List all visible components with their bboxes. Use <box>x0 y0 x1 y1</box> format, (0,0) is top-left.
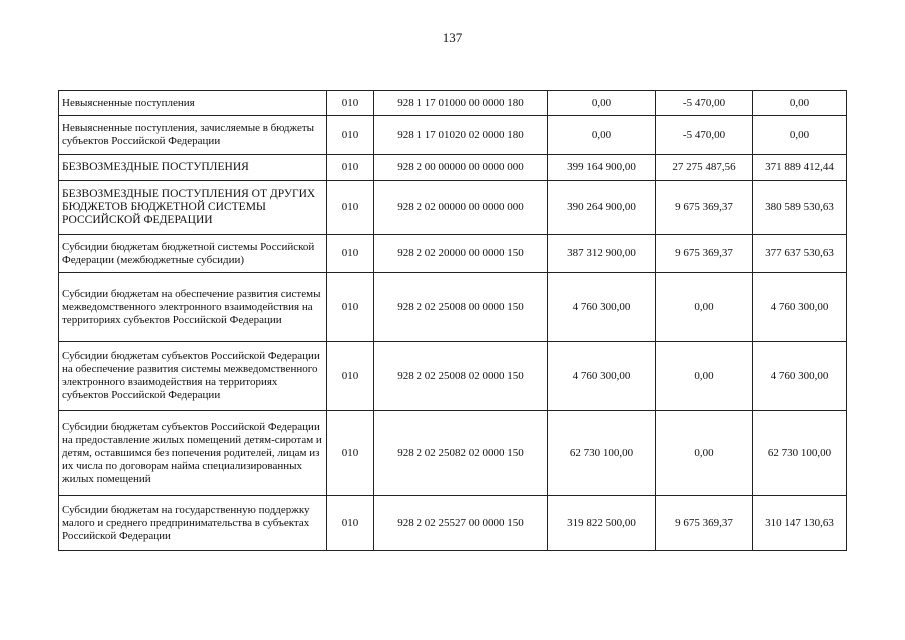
row-budget-code: 928 2 02 25082 02 0000 150 <box>374 411 548 496</box>
row-admin-code: 010 <box>327 155 374 181</box>
row-name: Невыясненные поступления <box>59 91 327 116</box>
row-budget-code: 928 1 17 01000 00 0000 180 <box>374 91 548 116</box>
row-value-3: 310 147 130,63 <box>753 496 847 551</box>
row-value-2: 9 675 369,37 <box>656 235 753 273</box>
row-value-3: 4 760 300,00 <box>753 342 847 411</box>
row-value-3: 371 889 412,44 <box>753 155 847 181</box>
table-row <box>59 342 847 411</box>
row-value-1: 4 760 300,00 <box>548 273 656 342</box>
row-admin-code: 010 <box>327 411 374 496</box>
row-value-1: 387 312 900,00 <box>548 235 656 273</box>
row-value-3: 62 730 100,00 <box>753 411 847 496</box>
row-value-3: 380 589 530,63 <box>753 181 847 235</box>
row-value-3: 0,00 <box>753 91 847 116</box>
table-row <box>59 116 847 155</box>
row-name: БЕЗВОЗМЕЗДНЫЕ ПОСТУПЛЕНИЯ <box>59 155 327 181</box>
row-value-2: 27 275 487,56 <box>656 155 753 181</box>
row-admin-code: 010 <box>327 91 374 116</box>
row-admin-code: 010 <box>327 116 374 155</box>
row-value-2: -5 470,00 <box>656 91 753 116</box>
row-value-1: 62 730 100,00 <box>548 411 656 496</box>
row-value-1: 390 264 900,00 <box>548 181 656 235</box>
row-admin-code: 010 <box>327 496 374 551</box>
row-budget-code: 928 2 00 00000 00 0000 000 <box>374 155 548 181</box>
row-value-1: 4 760 300,00 <box>548 342 656 411</box>
row-value-2: 9 675 369,37 <box>656 181 753 235</box>
table-row <box>59 496 847 551</box>
table-row <box>59 411 847 496</box>
row-value-1: 0,00 <box>548 91 656 116</box>
row-budget-code: 928 2 02 20000 00 0000 150 <box>374 235 548 273</box>
page-number: 137 <box>442 30 463 45</box>
row-value-2: 9 675 369,37 <box>656 496 753 551</box>
row-value-3: 4 760 300,00 <box>753 273 847 342</box>
row-value-2: 0,00 <box>656 342 753 411</box>
row-name: Субсидии бюджетам субъектов Российской Федерации на предоставление жилых помещений детям-сиротам и детям, оставшимся без попечения родителей, лицам из их числа по договорам найма специализированных жилых помещений <box>59 411 327 496</box>
row-value-1: 399 164 900,00 <box>548 155 656 181</box>
row-budget-code: 928 2 02 25008 00 0000 150 <box>374 273 548 342</box>
row-admin-code: 010 <box>327 273 374 342</box>
row-name: Субсидии бюджетам на государственную поддержку малого и среднего предпринимательства в субъектах Российской Федерации <box>59 496 327 551</box>
row-value-1: 319 822 500,00 <box>548 496 656 551</box>
row-value-2: 0,00 <box>656 411 753 496</box>
table-row <box>59 235 847 273</box>
row-name: Субсидии бюджетам на обеспечение развития системы межведомственного электронного взаимодействия на территориях субъектов Российской Федерации <box>59 273 327 342</box>
budget-table <box>58 90 847 551</box>
row-value-2: 0,00 <box>656 273 753 342</box>
row-name: Субсидии бюджетам субъектов Российской Федерации на обеспечение развития системы межведомственного электронного взаимодействия на территориях субъектов Российской Федерации <box>59 342 327 411</box>
row-value-2: -5 470,00 <box>656 116 753 155</box>
table-row <box>59 155 847 181</box>
row-name: БЕЗВОЗМЕЗДНЫЕ ПОСТУПЛЕНИЯ ОТ ДРУГИХ БЮДЖЕТОВ БЮДЖЕТНОЙ СИСТЕМЫ РОССИЙСКОЙ ФЕДЕРАЦИИ <box>59 181 327 235</box>
row-name: Невыясненные поступления, зачисляемые в бюджеты субъектов Российской Федерации <box>59 116 327 155</box>
row-value-3: 0,00 <box>753 116 847 155</box>
row-value-1: 0,00 <box>548 116 656 155</box>
row-admin-code: 010 <box>327 181 374 235</box>
row-value-3: 377 637 530,63 <box>753 235 847 273</box>
table-row <box>59 273 847 342</box>
row-budget-code: 928 2 02 25527 00 0000 150 <box>374 496 548 551</box>
row-budget-code: 928 2 02 00000 00 0000 000 <box>374 181 548 235</box>
row-admin-code: 010 <box>327 342 374 411</box>
row-admin-code: 010 <box>327 235 374 273</box>
row-budget-code: 928 1 17 01020 02 0000 180 <box>374 116 548 155</box>
table-row <box>59 91 847 116</box>
table-row <box>59 181 847 235</box>
row-name: Субсидии бюджетам бюджетной системы Российской Федерации (межбюджетные субсидии) <box>59 235 327 273</box>
row-budget-code: 928 2 02 25008 02 0000 150 <box>374 342 548 411</box>
